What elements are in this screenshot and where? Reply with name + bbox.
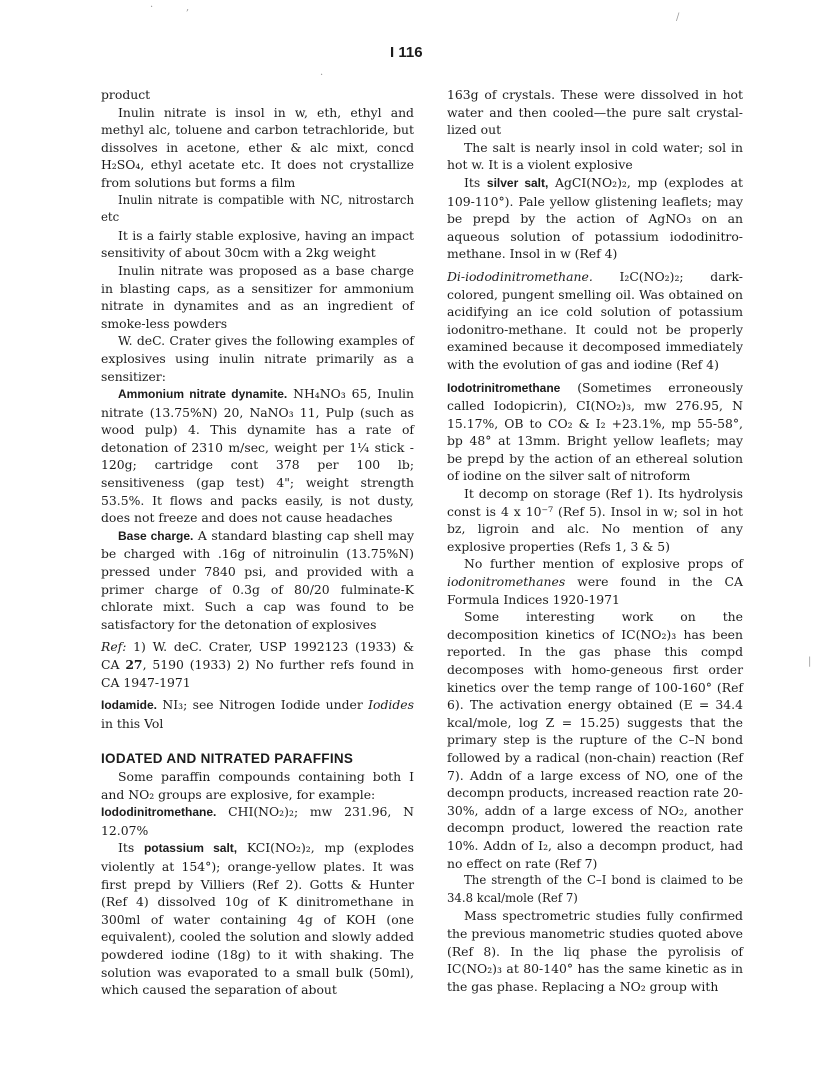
page-number: I 116 — [390, 44, 423, 61]
entry-italic: iodonitromethanes — [447, 574, 566, 590]
entry-label: Iodotrinitromethane — [447, 380, 561, 395]
paragraph: 163g of crystals. These were dissolved in hot water and then cooled—the pure salt crystal-lized out — [447, 87, 743, 138]
paragraph: Inulin nitrate is compatible with NC, nitrostarch etc — [101, 192, 414, 225]
entry-text: CHI(NO₂)₂; mw 231.96, N 12.07% — [101, 804, 414, 838]
entry-label: Ammonium nitrate dynamite. — [118, 387, 288, 402]
reference-paragraph — [101, 638, 414, 691]
paragraph — [447, 268, 743, 374]
paragraph: Inulin nitrate was proposed as a base charge in blasting caps, as a sensitizer for ammonium nitrate in dynamites and as an ingredient of smoke-less powders — [101, 262, 414, 331]
paragraph — [101, 385, 414, 527]
ref-text: 1) W. deC. Crater, USP 1992123 (1933) & CA — [101, 639, 414, 672]
paragraph — [101, 839, 414, 998]
entry-italic: Iodides — [368, 697, 414, 713]
paragraph: The salt is nearly insol in cold water; sol in hot w. It is a violent explosive — [447, 139, 743, 173]
paragraph — [447, 555, 743, 608]
paragraph — [447, 379, 743, 486]
paragraph: Inulin nitrate is insol in w, eth, ethyl and methyl alc, toluene and carbon tetrachloride, but dissolves in acetone, ether & alc mixt, concd H₂SO₄, ethyl acetate etc. It does not crystallize from solutions but forms a film — [101, 104, 414, 190]
entry-label: silver salt, — [486, 175, 549, 190]
entry-label: Iodamide. — [101, 698, 158, 713]
section-heading: IODATED AND NITRATED PARAFFINS — [101, 751, 354, 767]
paragraph — [101, 696, 414, 732]
ref-volume: 27 — [125, 657, 143, 672]
entry-text: NH₄NO₃ 65, Inulin nitrate (13.75%N) 20, NaNO₃ 11, Pulp (such as wood pulp) 4. This dynamite has a rate of detonation of 2310 m/sec, weight per 1¼ stick - 120g; cartridge cont 378 per 100 lb; sensitiveness (gap test) 4"; weight strength 53.5%. It flows and packs easily, is not dusty, does not freeze and does not cause headaches — [101, 386, 414, 526]
entry-text: A standard blasting cap shell may be charged with .16g of nitroinulin (13.75%N) pressed under 7840 psi, and provided with a primer charge of 0.3g of 80/20 fulminate-K chlorate mixt. Such a cap was found to be satisfactory for the detonation of explosives — [101, 527, 414, 632]
right-column — [447, 86, 743, 995]
ref-label: Ref: — [101, 639, 127, 655]
entry-text: NI₃; see Nitrogen Iodide under — [162, 697, 369, 713]
paragraph — [101, 803, 414, 839]
ref-text: , 5190 (1933) 2) No further refs found in CA 1947-1971 — [101, 657, 414, 690]
entry-text: in this Vol — [101, 715, 164, 731]
paragraph: The strength of the C–I bond is claimed to be 34.8 kcal/mole (Ref 7) — [447, 873, 743, 905]
entry-text: No further mention of explosive props of — [464, 556, 743, 572]
paragraph — [101, 527, 414, 634]
paragraph: Some interesting work on the decomposition kinetics of IC(NO₂)₃ has been reported. In the gas phase this compd decomposes with homo-geneous first order kinetics over the temp range of 100-160° (Ref 6). The activation energy obtained (E = 34.4 kcal/mole, log Z = 15.25) suggests that the primary step is the rupture of the C–N bond followed by a radical (non-chain) reaction (Ref 7). Addn of a large excess of NO, one of the decompn products, increased reaction rate 20-30%, addn of a large excess of NO₂, another decompn product, lowered the reaction rate 10%. Addn of I₂, also a decompn product, had no effect on rate (Ref 7) — [447, 609, 743, 871]
entry-text: Its — [118, 840, 144, 856]
entry-text: KCI(NO₂)₂, mp (explodes violently at 154°); orange-yellow plates. It was first prepd by Villiers (Ref 2). Gotts & Hunter (Ref 4) dissolved 10g of K dinitromethane in 300ml of water containing 4g of KOH (one equivalent), cooled the solution and slowly added powdered iodine (18g) to it with shaking. The solution was evaporated to a small bulk (50ml), which caused the separation of about — [101, 840, 414, 998]
paragraph: Mass spectrometric studies fully confirmed the previous manometric studies quoted above (Ref 8). In the liq phase the pyrolisis of IC(NO₂)₃ at 80-140° has the same kinetic as in the gas phase. Replacing a NO₂ group with — [447, 908, 743, 994]
scan-speck: | — [808, 656, 812, 667]
paragraph: It decomp on storage (Ref 1). Its hydrolysis const is 4 x 10⁻⁷ (Ref 5). Insol in w; sol in hot bz, ligroin and alc. No mention of any explosive properties (Refs 1, 3 & 5) — [447, 486, 743, 554]
entry-text: AgCI(NO₂)₂, mp (explodes at 109-110°). Pale yellow glistening leaflets; may be prepd by the action of AgNO₃ on an aqueous solution of potassium iododinitro-methane. Insol in w (Ref 4) — [447, 174, 743, 262]
entry-label: Base charge. — [118, 528, 194, 543]
paragraph: It is a fairly stable explosive, having an impact sensitivity of about 30cm with a 2kg weight — [101, 227, 414, 261]
entry-text: (Sometimes erroneously called Iodopicrin), CI(NO₂)₃, mw 276.95, N 15.17%, OB to CO₂ & I₂ +23.1%, mp 55-58°, bp 48° at 13mm. Bright yellow leaflets; may be prepd by the action of an ethereal solution of iodine on the silver salt of nitroform — [447, 379, 743, 484]
scan-speck: , — [186, 2, 190, 13]
entry-label: Iododinitromethane. — [101, 805, 217, 820]
entry-label: potassium salt, — [143, 841, 238, 856]
scan-speck: / — [676, 12, 680, 23]
paragraph: W. deC. Crater gives the following examples of explosives using inulin nitrate primarily as a sensitizer: — [101, 333, 414, 384]
paragraph: product — [101, 87, 151, 102]
scan-speck: · — [320, 70, 324, 81]
entry-text: were found in the CA Formula Indices 1920-1971 — [447, 574, 743, 607]
left-column — [101, 86, 414, 999]
entry-label: Di-iododinitromethane. — [447, 268, 593, 284]
paragraph: Some paraffin compounds containing both I and NO₂ groups are explosive, for example: — [101, 768, 414, 802]
entry-text: Its — [464, 174, 487, 190]
scan-speck: · — [150, 2, 154, 13]
entry-text: I₂C(NO₂)₂; dark-colored, pungent smelling oil. Was obtained on acidifying an ice cold solution of potassium iodonitro-methane. It could not be properly examined because it decomposed immediately with the evolution of gas and iodine (Ref 4) — [447, 268, 743, 372]
paragraph — [447, 174, 743, 263]
